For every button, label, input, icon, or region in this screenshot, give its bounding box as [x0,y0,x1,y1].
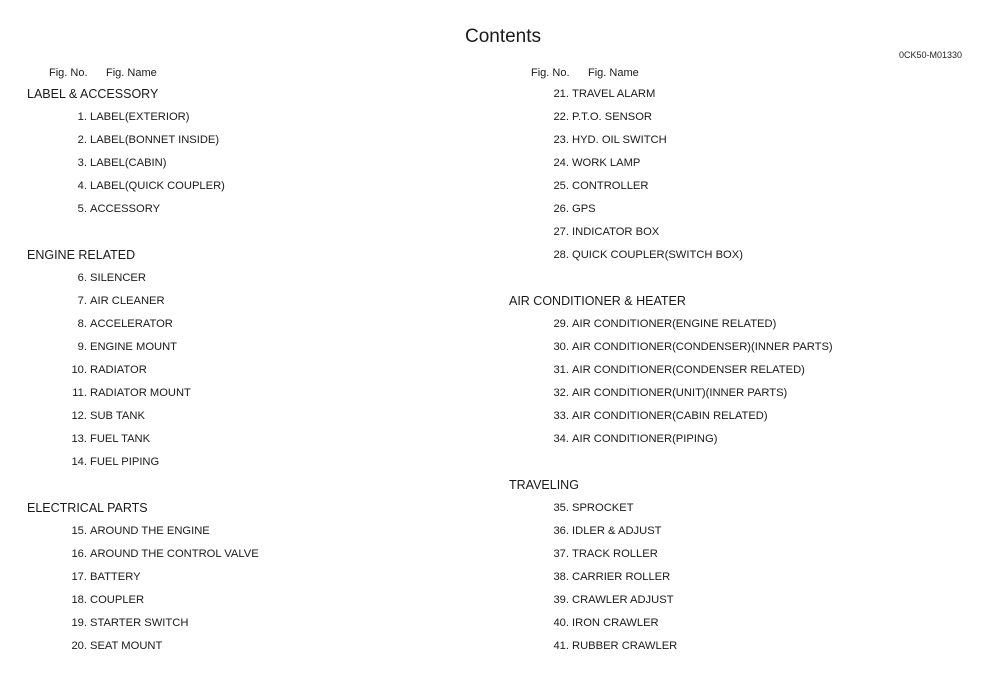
contents-section [509,83,969,267]
list-item[interactable] [509,543,969,566]
fig-number: 38. [553,571,569,583]
list-item[interactable] [509,520,969,543]
left-column [27,83,487,658]
fig-name: SUB TANK [90,410,145,422]
list-item[interactable] [27,359,487,382]
fig-name: ACCELERATOR [90,318,173,330]
fig-name: AIR CONDITIONER(CABIN RELATED) [572,410,768,422]
right-column [509,83,969,658]
fig-name: RADIATOR MOUNT [90,387,191,399]
fig-name: AROUND THE ENGINE [90,525,210,537]
contents-section [27,497,487,658]
fig-number: 9. [77,341,87,353]
fig-number: 1. [77,111,87,123]
fig-number: 36. [553,525,569,537]
list-item[interactable] [509,428,969,451]
contents-section [27,83,487,221]
fig-number: 16. [71,548,87,560]
fig-name: QUICK COUPLER(SWITCH BOX) [572,249,743,261]
list-item[interactable] [27,451,487,474]
list-item[interactable] [509,175,969,198]
fig-name: TRAVEL ALARM [572,88,656,100]
fig-number: 6. [77,272,87,284]
fig-number: 28. [553,249,569,261]
list-item[interactable] [27,267,487,290]
list-item[interactable] [509,612,969,635]
list-item[interactable] [27,175,487,198]
fig-name: RADIATOR [90,364,147,376]
fig-name: ENGINE MOUNT [90,341,178,353]
fig-number: 8. [77,318,87,330]
fig-number: 30. [553,341,569,353]
fig-name: FUEL TANK [90,433,151,445]
list-item[interactable] [509,405,969,428]
fig-number: 40. [553,617,569,629]
fig-name: AIR CONDITIONER(ENGINE RELATED) [572,318,777,330]
fig-name: ACCESSORY [90,203,161,215]
list-item[interactable] [509,129,969,152]
fig-number: 4. [77,180,87,192]
list-item[interactable] [509,152,969,175]
fig-number: 11. [72,387,87,399]
fig-name: LABEL(CABIN) [90,157,167,169]
fig-number: 17. [71,571,87,583]
fig-number: 35. [553,502,569,514]
list-item[interactable] [509,382,969,405]
fig-name: AIR CONDITIONER(CONDENSER RELATED) [572,364,805,376]
fig-number: 34. [553,433,569,445]
page-title: Contents [464,26,542,47]
fig-number: 24. [553,157,569,169]
fig-name: P.T.O. SENSOR [572,111,652,123]
list-item[interactable] [27,543,487,566]
contents-section [509,474,969,658]
fig-number: 10. [71,364,87,376]
fig-name: AROUND THE CONTROL VALVE [90,548,259,560]
fig-number: 37. [553,548,569,560]
list-item[interactable] [27,520,487,543]
list-item[interactable] [27,382,487,405]
fig-number: 5. [77,203,87,215]
list-item[interactable] [509,589,969,612]
fig-name: CARRIER ROLLER [572,571,671,583]
fig-number: 29. [553,318,569,330]
fig-name: HYD. OIL SWITCH [572,134,667,146]
fig-name: INDICATOR BOX [572,226,660,238]
list-item[interactable] [27,566,487,589]
fig-number: 25. [553,180,569,192]
fig-number: 12. [71,410,87,422]
fig-name: SEAT MOUNT [90,640,163,652]
fig-number: 20. [71,640,87,652]
list-item[interactable] [509,313,969,336]
fig-name-header: Fig. Name [588,67,639,79]
fig-name: COUPLER [90,594,145,606]
section-title: ENGINE RELATED [27,248,136,262]
list-item[interactable] [27,152,487,175]
list-item[interactable] [27,336,487,359]
fig-name: BATTERY [90,571,141,583]
fig-no-header: Fig. No. [49,67,88,79]
list-item[interactable] [27,198,487,221]
fig-number: 19. [71,617,87,629]
fig-number: 13. [71,433,87,445]
list-item[interactable] [509,336,969,359]
fig-no-header: Fig. No. [531,67,570,79]
fig-name: GPS [572,203,596,215]
fig-name: SILENCER [90,272,146,284]
section-title: ELECTRICAL PARTS [27,501,148,515]
contents-section [27,244,487,474]
list-item[interactable] [27,635,487,658]
fig-name: TRACK ROLLER [572,548,658,560]
list-item[interactable] [509,566,969,589]
fig-name: RUBBER CRAWLER [572,640,678,652]
fig-name: SPROCKET [572,502,634,514]
list-item[interactable] [509,635,969,658]
fig-name: AIR CONDITIONER(CONDENSER)(INNER PARTS) [572,341,833,353]
document-code: 0CK50-M01330 [899,50,963,60]
fig-number: 21. [553,88,569,100]
list-item[interactable] [27,589,487,612]
section-title: TRAVELING [509,478,579,492]
list-item[interactable] [509,221,969,244]
contents-section [509,290,969,451]
list-item[interactable] [509,106,969,129]
section-title: LABEL & ACCESSORY [27,87,159,101]
fig-number: 33. [553,410,569,422]
fig-name: CONTROLLER [572,180,649,192]
fig-name: LABEL(EXTERIOR) [90,111,190,123]
list-item[interactable] [27,612,487,635]
fig-name: CRAWLER ADJUST [572,594,674,606]
list-item[interactable] [27,290,487,313]
list-item[interactable] [509,198,969,221]
fig-number: 2. [77,134,87,146]
fig-number: 7. [77,295,87,307]
fig-number: 14. [71,456,87,468]
list-item[interactable] [509,359,969,382]
list-item[interactable] [27,129,487,152]
list-item[interactable] [27,106,487,129]
fig-name: FUEL PIPING [90,456,160,468]
fig-number: 31. [553,364,569,376]
fig-name: STARTER SWITCH [90,617,189,629]
fig-name: LABEL(QUICK COUPLER) [90,180,225,192]
fig-number: 15. [71,525,87,537]
fig-name: IRON CRAWLER [572,617,659,629]
list-item[interactable] [27,313,487,336]
fig-name: IDLER & ADJUST [572,525,662,537]
fig-number: 18. [71,594,87,606]
fig-name: LABEL(BONNET INSIDE) [90,134,220,146]
list-item[interactable] [509,244,969,267]
fig-number: 3. [77,157,87,169]
fig-name-header: Fig. Name [106,67,157,79]
fig-name: AIR CONDITIONER(PIPING) [572,433,718,445]
fig-name: AIR CONDITIONER(UNIT)(INNER PARTS) [572,387,788,399]
list-item[interactable] [509,497,969,520]
fig-number: 26. [553,203,569,215]
fig-number: 23. [553,134,569,146]
list-item[interactable] [27,405,487,428]
list-item[interactable] [509,83,969,106]
fig-name: WORK LAMP [572,157,641,169]
list-item[interactable] [27,428,487,451]
fig-number: 22. [553,111,569,123]
fig-number: 39. [553,594,569,606]
fig-number: 41. [553,640,569,652]
fig-number: 32. [553,387,569,399]
fig-name: AIR CLEANER [90,295,165,307]
section-title: AIR CONDITIONER & HEATER [509,294,686,308]
fig-number: 27. [553,226,569,238]
